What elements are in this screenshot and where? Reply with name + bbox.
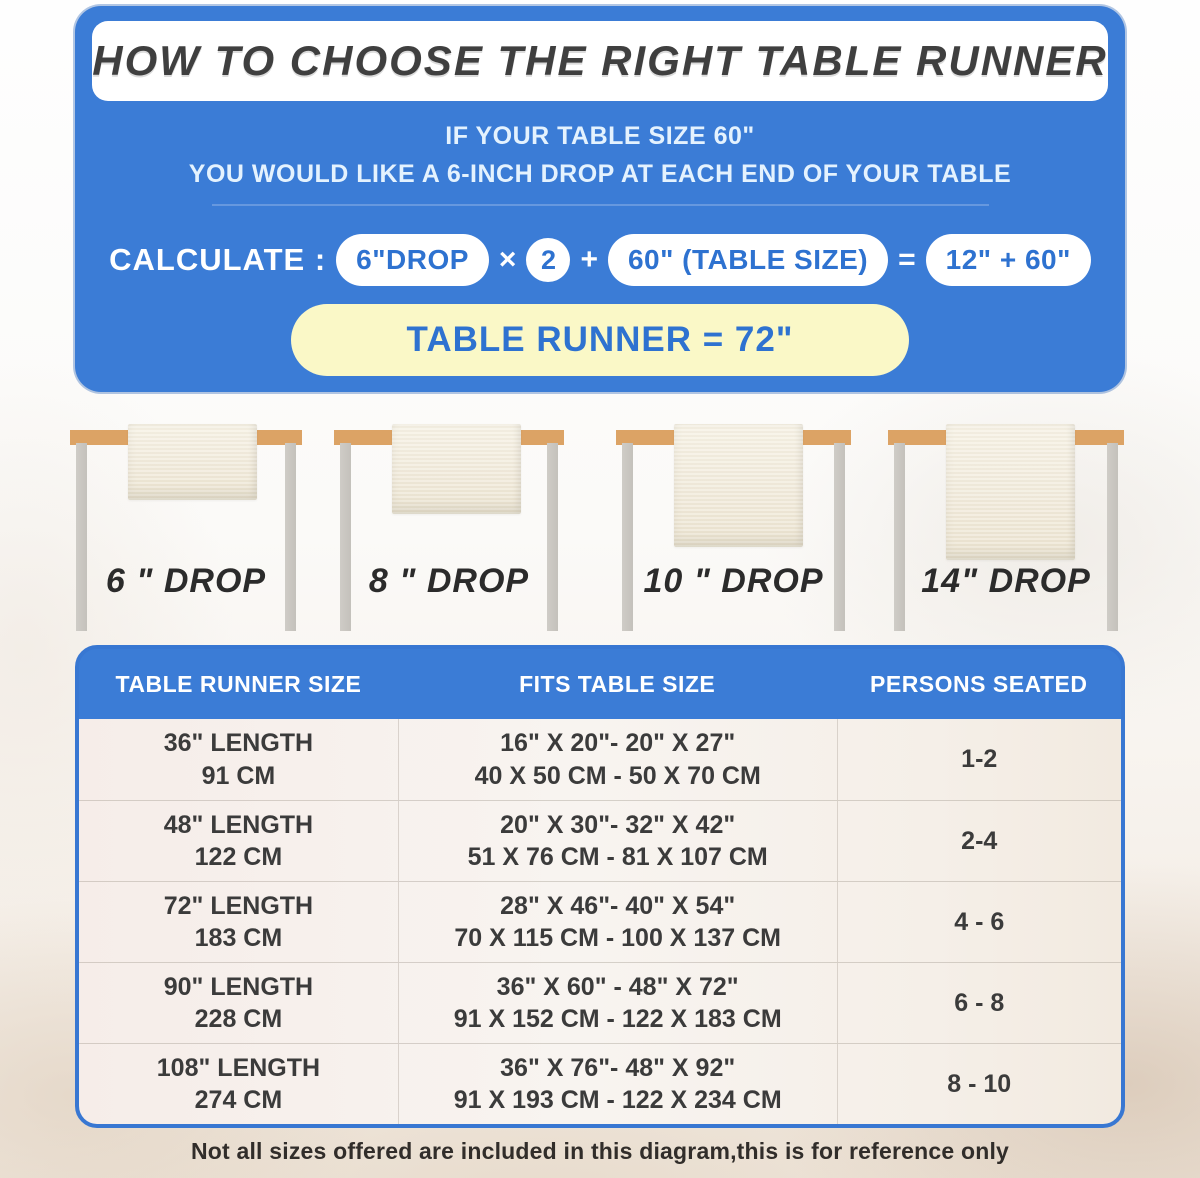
fits-table-cell: 28" X 46"- 40" X 54" 70 X 115 CM - 100 X 137 CM xyxy=(398,882,837,962)
plus-operator: + xyxy=(580,243,598,276)
table-leg-illustration xyxy=(285,443,296,631)
table-row xyxy=(79,962,1121,1043)
runner-size-cell: 72" LENGTH 183 CM xyxy=(163,891,314,952)
fits-table-cell: 16" X 20"- 20" X 27" 40 X 50 CM - 50 X 70 CM xyxy=(398,719,837,800)
size-reference-table xyxy=(75,645,1125,1128)
table-size-pill: 60" (TABLE SIZE) xyxy=(608,234,888,286)
runner-size-cell: 48" LENGTH 122 CM xyxy=(163,810,314,871)
table-runner-illustration xyxy=(946,424,1075,560)
table-leg-illustration xyxy=(622,443,633,631)
table-leg-illustration xyxy=(1107,443,1118,631)
persons-cell: 1-2 xyxy=(837,719,1121,800)
persons-cell: 4 - 6 xyxy=(837,882,1121,962)
runner-size-cell: 90" LENGTH 228 CM xyxy=(163,972,314,1033)
calculate-label: CALCULATE : xyxy=(109,242,327,277)
persons-cell: 6 - 8 xyxy=(837,963,1121,1043)
table-leg-illustration xyxy=(834,443,845,631)
persons-cell: 2-4 xyxy=(837,801,1121,881)
equals-operator: = xyxy=(898,243,916,276)
disclaimer-note: Not all sizes offered are included in this diagram,this is for reference only xyxy=(190,1138,1010,1164)
multiply-operator: × xyxy=(498,243,517,276)
title-banner xyxy=(92,21,1108,101)
runner-size-cell: 36" LENGTH 91 CM xyxy=(163,729,314,790)
size-table-header-row xyxy=(79,649,1121,719)
fits-table-cell: 36" X 60" - 48" X 72" 91 X 152 CM - 122 X 183 CM xyxy=(398,963,837,1043)
table-leg-illustration xyxy=(340,443,351,631)
table-runner-illustration xyxy=(674,424,803,547)
subtitle-line-2: YOU WOULD LIKE A 6-INCH DROP AT EACH END OF YOUR TABLE xyxy=(188,160,1012,188)
table-runner-illustration xyxy=(128,424,257,500)
drop-value-pill: 6"DROP xyxy=(336,234,489,286)
table-row xyxy=(79,800,1121,881)
column-header-runner-size: TABLE RUNNER SIZE xyxy=(115,670,362,697)
drop-label: 14" DROP xyxy=(921,562,1091,600)
table-runner-illustration xyxy=(392,424,521,514)
drop-figure-8in xyxy=(334,410,564,645)
runner-size-cell: 108" LENGTH 274 CM xyxy=(156,1053,321,1114)
calculation-row xyxy=(75,230,1125,290)
result-banner: TABLE RUNNER = 72" xyxy=(291,304,909,376)
divider-line xyxy=(212,204,989,206)
table-leg-illustration xyxy=(894,443,905,631)
multiplier-badge: 2 xyxy=(526,238,570,282)
drop-figure-14in xyxy=(888,410,1124,645)
persons-cell: 8 - 10 xyxy=(837,1044,1121,1124)
page-title: HOW TO CHOOSE THE RIGHT TABLE RUNNER xyxy=(92,37,1108,84)
sum-pill: 12" + 60" xyxy=(926,234,1091,286)
fits-table-cell: 20" X 30"- 32" X 42" 51 X 76 CM - 81 X 107 CM xyxy=(398,801,837,881)
table-leg-illustration xyxy=(547,443,558,631)
drop-label: 6 " DROP xyxy=(105,562,267,600)
drop-label: 8 " DROP xyxy=(368,562,530,600)
drop-figure-6in xyxy=(70,410,302,645)
drop-figure-10in xyxy=(616,410,851,645)
drop-label: 10 " DROP xyxy=(643,562,824,600)
table-row xyxy=(79,1043,1121,1124)
fits-table-cell: 36" X 76"- 48" X 92" 91 X 193 CM - 122 X 234 CM xyxy=(398,1044,837,1124)
column-header-fits-table: FITS TABLE SIZE xyxy=(519,670,716,697)
instructions-panel xyxy=(75,6,1125,392)
column-header-persons: PERSONS SEATED xyxy=(870,670,1088,697)
table-row xyxy=(79,719,1121,800)
subtitle-line-1: IF YOUR TABLE SIZE 60" xyxy=(445,122,755,150)
size-table-body xyxy=(79,719,1121,1124)
table-row xyxy=(79,881,1121,962)
table-leg-illustration xyxy=(76,443,87,631)
